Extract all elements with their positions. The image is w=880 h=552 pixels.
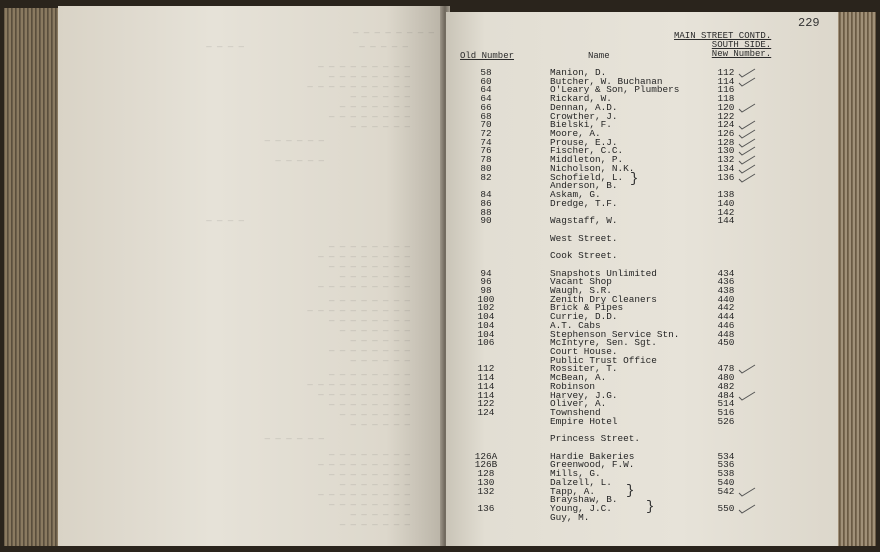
old-number-cell: 60 xyxy=(480,75,492,87)
column-header-name: Name xyxy=(588,51,610,61)
old-number-cell: 80 xyxy=(480,162,492,174)
new-number-cell: 118 xyxy=(717,93,735,105)
name-cell: Nicholson, N.K. xyxy=(550,162,635,174)
name-cell: Zenith Dry Cleaners xyxy=(550,293,657,305)
left-page-bleed-through-text: — — — — — — — — — — — — — — — — — — — — — — — — — — — — — — — — — — — — — — — — — — — — — — — — — — — — — — — — — — — — — — — — — — — — — — — — — — — — — — — — — — — — — — — — — — — — — — — — — — — — — — — — — — — — — — — — — — — — — — — — — — — — — — — — — — — — — — — — — — — — — — — — — — — — — — — — — — — — — — — — — — — — — — — — — — — — — — — — — — — — — — — — — — — — — — — — — — — — — — — — — — — — — — — — — — — — — — — — — — — — — — — — — — — — — — — — — — — — — — — — — — — — — — — — — — — — — — — — — — — — — — — — — — — — — — — — — — — — — — — — — — — — — — — — — — — — — — — — xyxy=(206,28,434,530)
old-number-cell: 130 xyxy=(477,476,495,488)
name-cell: Vacant Shop xyxy=(550,276,612,288)
new-number-cell: 128 xyxy=(717,136,735,148)
old-number-cell: 126A xyxy=(474,450,498,462)
old-number-cell: 100 xyxy=(477,293,495,305)
new-number-cell: 516 xyxy=(717,407,735,419)
name-cell: Prouse, E.J. xyxy=(550,136,618,148)
new-number-cell: 442 xyxy=(717,302,735,314)
new-number-cell: 116 xyxy=(717,84,735,96)
new-number-cell: 112 xyxy=(717,67,735,78)
new-number-cell: 514 xyxy=(717,398,735,410)
name-cell: Fischer, C.C. xyxy=(550,145,624,157)
new-number-cell: 536 xyxy=(717,459,735,471)
new-number-cell: 122 xyxy=(717,110,735,122)
brace-icon: } xyxy=(626,483,635,499)
new-number-cell: 126 xyxy=(717,128,735,140)
ledger-row xyxy=(446,513,826,523)
old-number-cell: 78 xyxy=(480,154,492,166)
new-number-cell: 542 xyxy=(717,485,735,497)
name-cell: Oliver, A. xyxy=(550,398,607,410)
name-cell: Butcher, W. Buchanan xyxy=(550,75,663,87)
new-number-cell: 438 xyxy=(717,285,735,296)
new-number-cell: 550 xyxy=(717,503,735,514)
old-number-cell: 88 xyxy=(480,206,492,218)
old-number-cell: 104 xyxy=(477,319,495,331)
old-number-cell: 74 xyxy=(480,136,492,148)
name-cell: A.T. Cabs xyxy=(550,319,601,331)
new-number-cell: 434 xyxy=(717,267,735,279)
old-number-cell: 136 xyxy=(477,503,495,514)
old-number-cell: 102 xyxy=(477,302,495,314)
old-number-cell: 124 xyxy=(477,407,495,419)
new-number-cell: 138 xyxy=(717,189,735,201)
page-number: 229 xyxy=(798,16,820,30)
brace-icon: } xyxy=(630,171,639,187)
old-number-cell: 112 xyxy=(477,363,495,375)
new-number-cell: 478 xyxy=(717,363,735,375)
new-number-cell: 140 xyxy=(717,197,735,209)
name-cell: Tapp, A. xyxy=(550,485,596,497)
new-number-cell: 136 xyxy=(717,171,735,183)
old-number-cell: 86 xyxy=(480,197,492,209)
name-cell: Mills, G. xyxy=(550,468,601,480)
old-number-cell: 98 xyxy=(480,285,492,296)
right-page-edges xyxy=(836,12,876,546)
name-cell: Bielski, F. xyxy=(550,119,612,131)
column-header-old-number: Old Number xyxy=(460,51,515,61)
right-page xyxy=(446,12,838,546)
name-cell: Greenwood, F.W. xyxy=(550,459,635,471)
old-number-cell: 94 xyxy=(480,267,492,279)
new-number-cell: 446 xyxy=(717,319,735,331)
old-number-cell: 126B xyxy=(474,459,498,471)
new-number-cell: 538 xyxy=(717,468,735,480)
new-number-cell: 448 xyxy=(717,328,735,340)
old-number-cell: 122 xyxy=(477,398,495,410)
header-line-street: MAIN STREET CONTD. xyxy=(674,31,772,41)
old-number-cell: 72 xyxy=(480,128,492,140)
new-number-cell: 482 xyxy=(717,380,735,392)
new-number-cell: 540 xyxy=(717,476,735,488)
old-number-cell: 90 xyxy=(480,215,492,227)
name-cell: Stephenson Service Stn. xyxy=(550,328,680,340)
name-cell: Dalzell, L. xyxy=(550,476,612,488)
new-number-cell: 120 xyxy=(717,101,735,113)
old-number-cell: 104 xyxy=(477,328,495,340)
old-number-cell: 106 xyxy=(477,337,495,349)
new-number-cell: 480 xyxy=(717,372,735,384)
name-cell: Middleton, P. xyxy=(550,154,624,166)
name-cell: Moore, A. xyxy=(550,128,601,140)
old-number-cell: 128 xyxy=(477,468,495,480)
name-cell: McBean, A. xyxy=(550,372,607,384)
header-line-new-number: New Number. xyxy=(711,49,772,59)
name-cell: Court House. xyxy=(550,346,618,358)
new-number-cell: 484 xyxy=(717,389,735,401)
name-cell: Rickard, W. xyxy=(550,93,612,105)
name-cell: Snapshots Unlimited xyxy=(550,267,657,279)
old-number-cell: 114 xyxy=(477,380,495,392)
new-number-cell: 450 xyxy=(717,337,735,349)
name-cell: Princess Street. xyxy=(550,433,641,445)
new-number-cell: 436 xyxy=(717,276,735,288)
name-cell: Askam, G. xyxy=(550,189,601,201)
section-header xyxy=(674,32,771,59)
new-number-cell: 124 xyxy=(717,119,735,131)
name-cell: Public Trust Office xyxy=(550,354,657,366)
old-number-cell: 132 xyxy=(477,485,495,497)
old-number-cell: 76 xyxy=(480,145,492,157)
old-number-cell: 68 xyxy=(480,110,492,122)
old-number-cell: 58 xyxy=(480,67,492,78)
name-cell: Brick & Pipes xyxy=(550,302,624,314)
new-number-cell: 144 xyxy=(717,215,735,227)
old-number-cell: 114 xyxy=(477,389,495,401)
old-number-cell: 64 xyxy=(480,93,492,105)
name-cell: Robinson xyxy=(550,380,596,392)
new-number-cell: 142 xyxy=(717,206,735,218)
name-cell: Manion, D. xyxy=(550,67,607,78)
left-page xyxy=(58,6,444,546)
old-number-cell: 70 xyxy=(480,119,492,131)
name-cell: Schofield, L. xyxy=(550,171,624,183)
name-cell: Anderson, B. xyxy=(550,180,618,192)
new-number-cell: 132 xyxy=(717,154,735,166)
name-cell: O'Leary & Son, Plumbers xyxy=(550,84,680,96)
name-cell: Currie, D.D. xyxy=(550,311,618,323)
name-cell: McIntyre, Sen. Sgt. xyxy=(550,337,657,349)
old-number-cell: 96 xyxy=(480,276,492,288)
new-number-cell: 526 xyxy=(717,415,735,427)
new-number-cell: 114 xyxy=(717,75,735,87)
left-page-edges xyxy=(4,8,62,546)
name-cell: Guy, M. xyxy=(550,511,590,523)
name-cell: Hardie Bakeries xyxy=(550,450,635,462)
old-number-cell: 64 xyxy=(480,84,492,96)
name-cell: Townshend xyxy=(550,407,601,419)
name-cell: Brayshaw, B. xyxy=(550,494,618,506)
new-number-cell: 440 xyxy=(717,293,735,305)
brace-icon: } xyxy=(646,499,655,515)
old-number-cell: 82 xyxy=(480,171,492,183)
name-cell: Cook Street. xyxy=(550,250,618,262)
name-cell: Young, J.C. xyxy=(550,503,612,514)
new-number-cell: 534 xyxy=(717,450,735,462)
old-number-cell: 66 xyxy=(480,101,492,113)
name-cell: Waugh, S.R. xyxy=(550,285,612,296)
new-number-cell: 134 xyxy=(717,162,735,174)
old-number-cell: 84 xyxy=(480,189,492,201)
header-line-side: SOUTH SIDE. xyxy=(711,40,772,50)
old-number-cell: 104 xyxy=(477,311,495,323)
new-number-cell: 444 xyxy=(717,311,735,323)
name-cell: Dennan, A.D. xyxy=(550,101,618,113)
new-number-cell: 130 xyxy=(717,145,735,157)
name-cell: West Street. xyxy=(550,232,618,244)
name-cell: Empire Hotel xyxy=(550,415,618,427)
name-cell: Dredge, T.F. xyxy=(550,197,618,209)
name-cell: Crowther, J. xyxy=(550,110,618,122)
old-number-cell: 114 xyxy=(477,372,495,384)
name-cell: Wagstaff, W. xyxy=(550,215,618,227)
name-cell: Rossiter, T. xyxy=(550,363,618,375)
name-cell: Harvey, J.G. xyxy=(550,389,618,401)
